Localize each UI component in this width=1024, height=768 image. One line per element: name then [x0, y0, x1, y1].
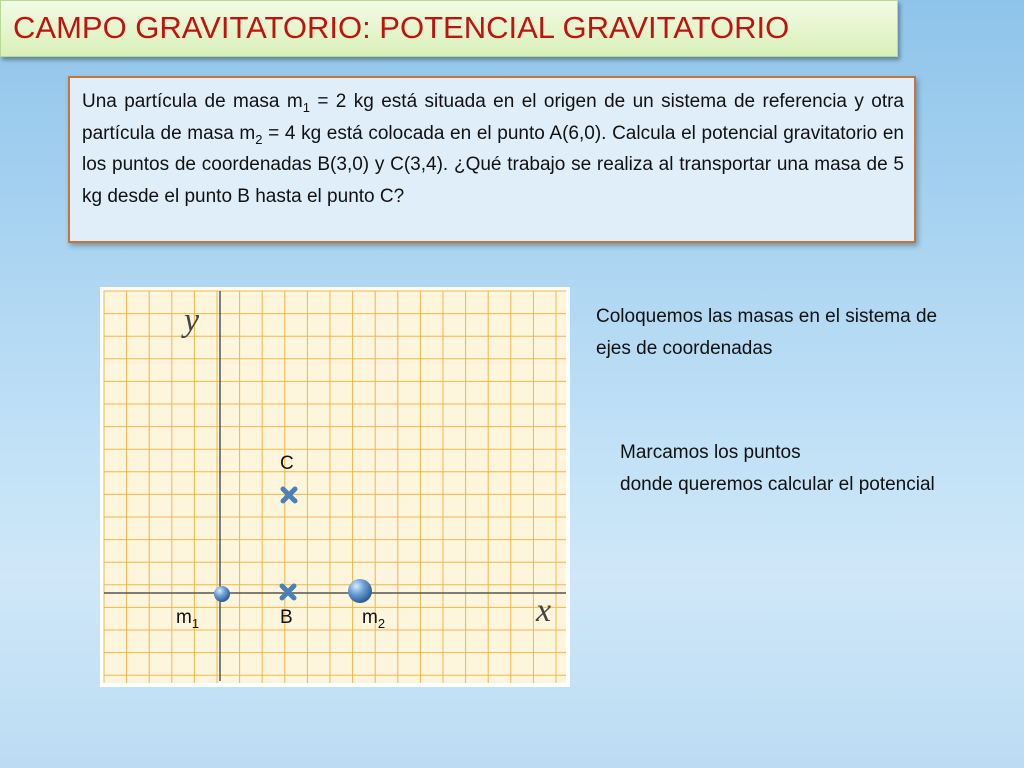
subscript: 2: [255, 131, 263, 147]
problem-statement: [82, 86, 904, 212]
mass-m2-sphere: [348, 579, 372, 603]
point-c-label: C: [280, 453, 294, 474]
mass-m1-sphere: [214, 586, 230, 602]
x-axis-label: x: [536, 592, 552, 629]
note-line: donde queremos calcular el potencial: [620, 473, 935, 495]
problem-text-part: = 4 kg está colocada en el punto A(6,0). Calcula el potencial gravitatorio en los puntos de coordenadas B(3,0) y C(3,4). ¿Qué trabajo se realiza al transportar una masa de 5 kg desde el punto B hasta el punto C?: [82, 122, 905, 207]
problem-text-part: Una partícula de masa m: [82, 91, 303, 112]
point-b-label: B: [280, 607, 293, 628]
coordinate-graph: [100, 287, 570, 687]
graph-paper: [104, 291, 566, 683]
graph-svg: [100, 287, 570, 687]
y-axis-label: y: [184, 302, 200, 339]
problem-statement-box: [68, 76, 916, 243]
note-place-masses: Coloquemos las masas en el sistema de ejes de coordenadas: [596, 306, 938, 359]
title-banner: [0, 0, 898, 57]
problem-text-part: = 2 kg está situada en el origen de un sistema de referencia y otra partícula de masa m: [82, 91, 904, 144]
note-mark-points: [620, 437, 950, 500]
page-title: CAMPO GRAVITATORIO: POTENCIAL GRAVITATORIO: [13, 10, 790, 45]
note-line: Marcamos los puntos: [620, 442, 801, 463]
mass-m2-label: $m_2$: [362, 607, 386, 631]
subscript: 1: [302, 99, 310, 115]
mass-m1-label: $m_1$: [176, 607, 200, 631]
